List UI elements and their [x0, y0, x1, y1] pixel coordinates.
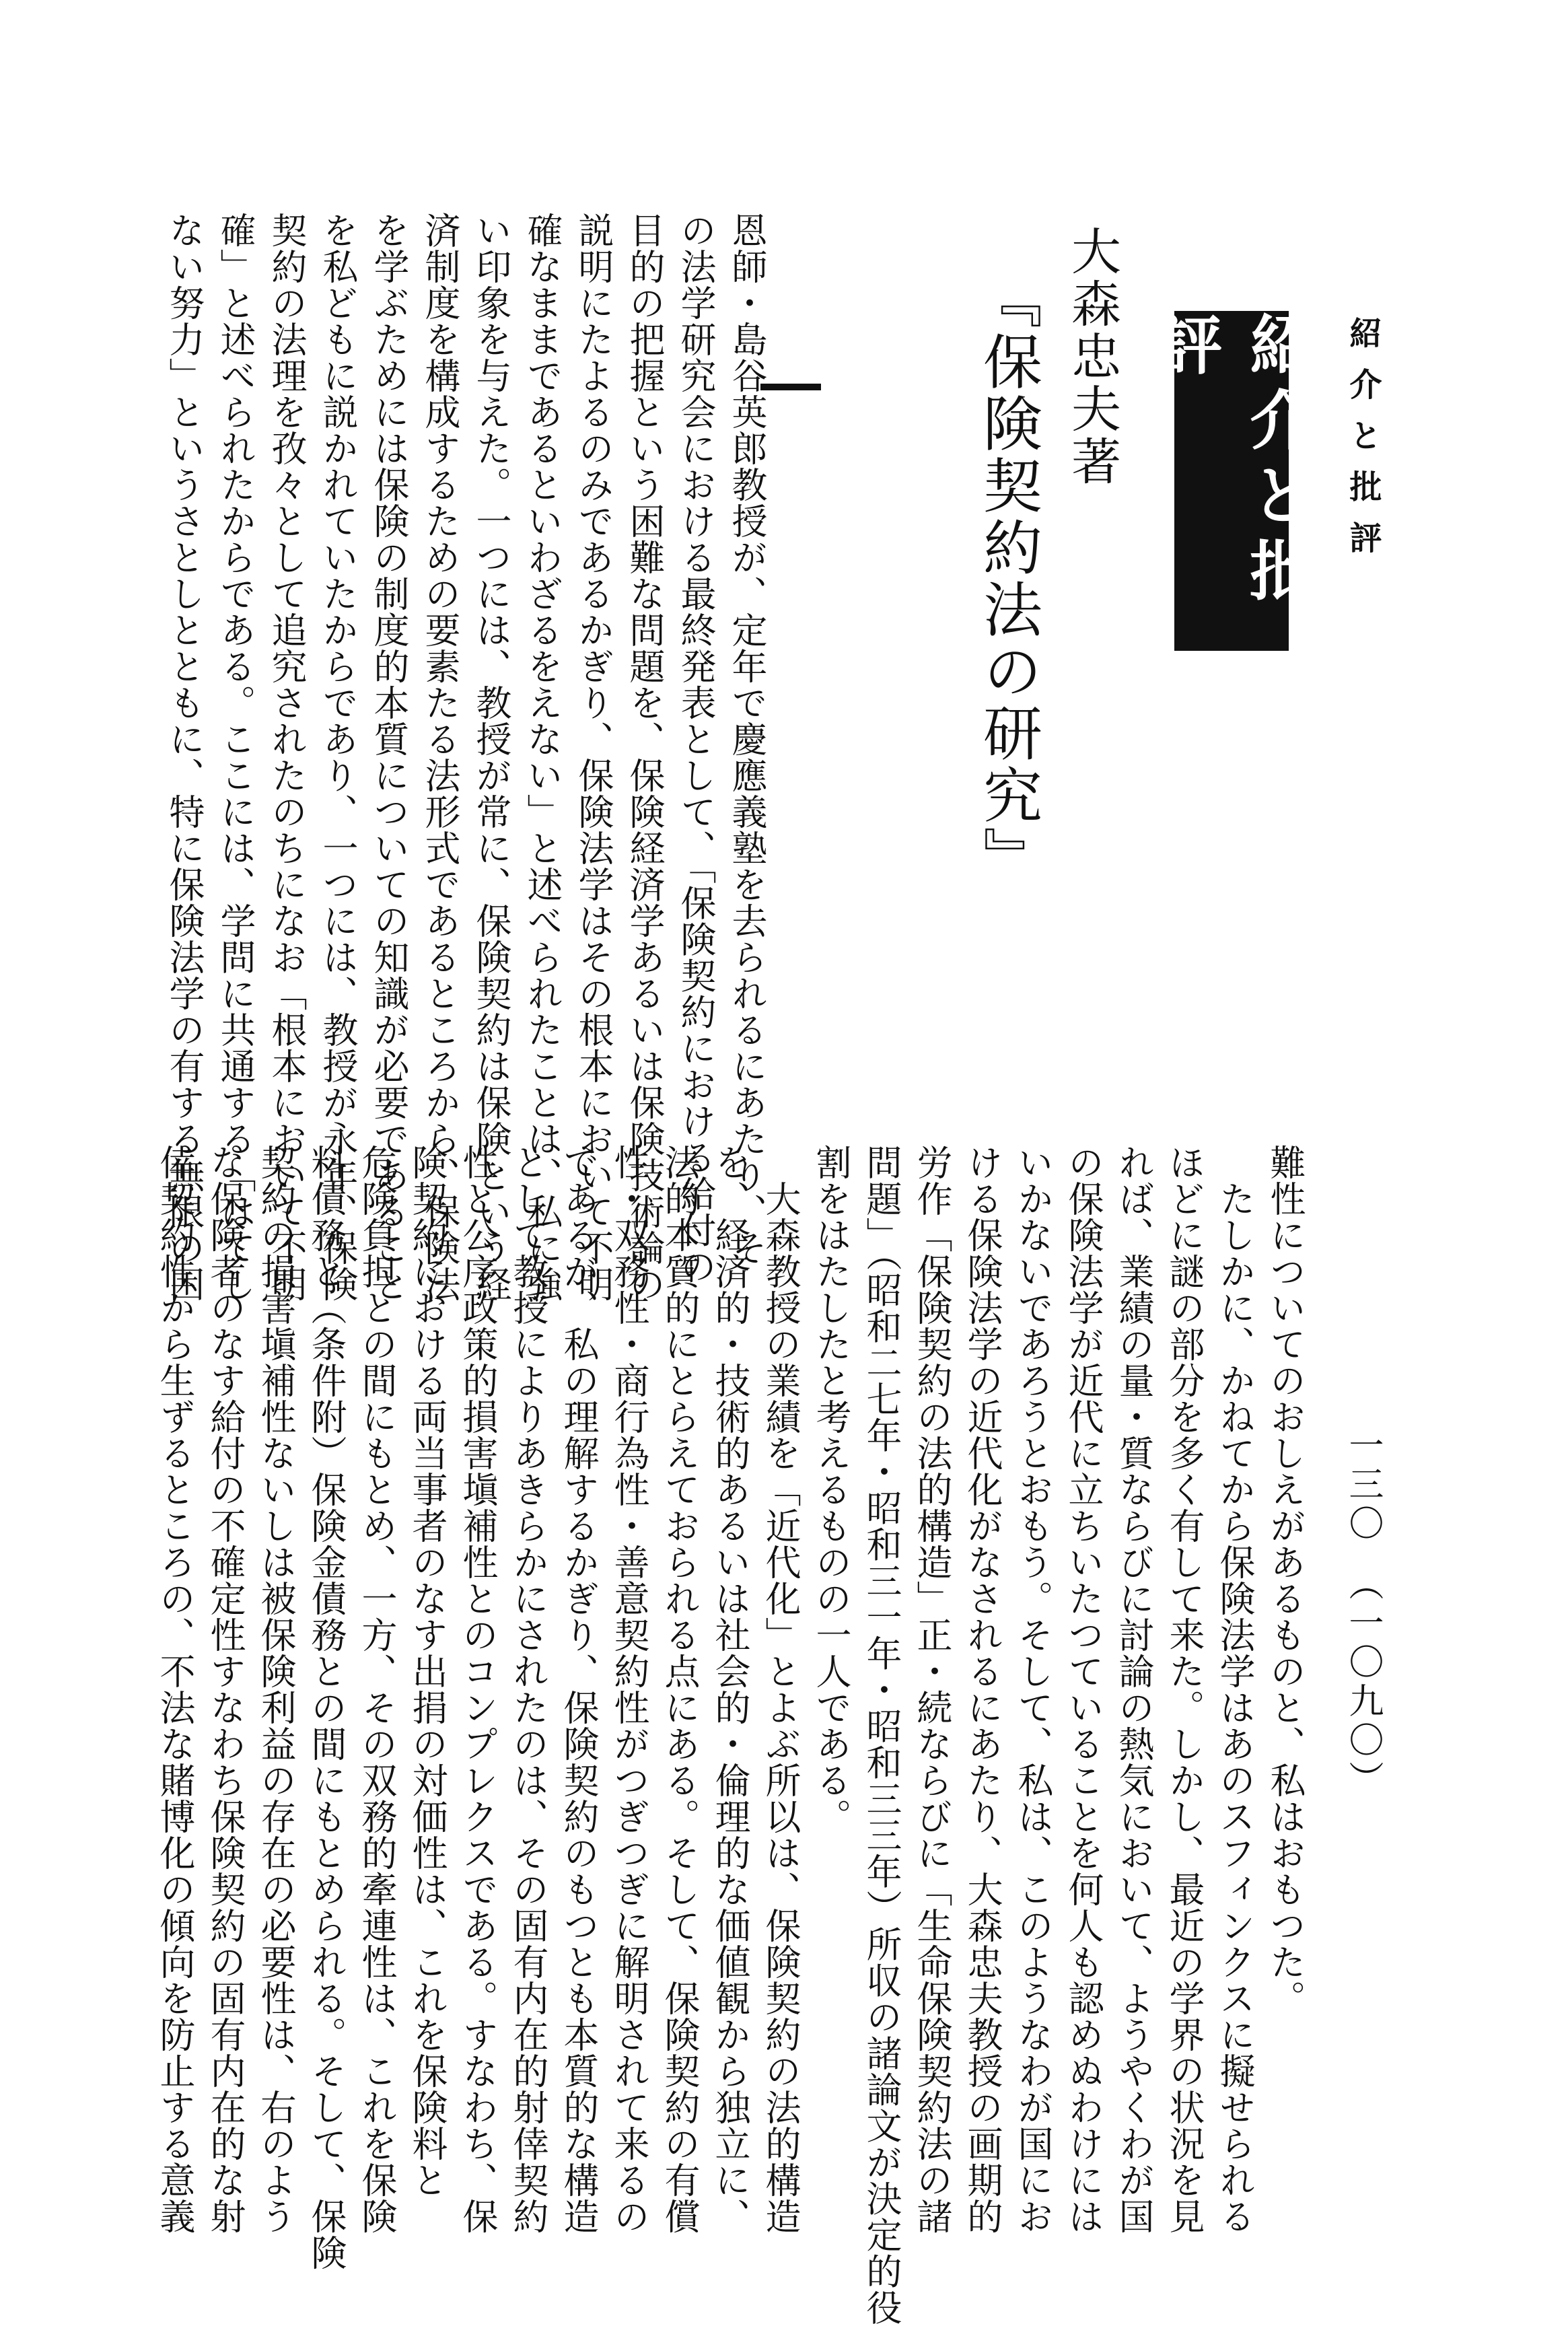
text-column: であるが、私の理解するかぎり、保険契約のもつとも本質的な構造	[558, 1144, 599, 2234]
text-column: ける保険法学の近代化がなされるにあたり、大森忠夫教授の画期的	[962, 1144, 1003, 2234]
book-author: 大森忠夫著	[1063, 225, 1121, 488]
text-column: 契約の損害塡補性ないしは被保険利益の存在の必要性は、右のよう	[255, 1144, 296, 2234]
text-column: い印象を与えた。一つには、教授が常に、保険契約は保険という経	[470, 212, 511, 1302]
text-column: 恩師・島谷英郎教授が、定年で慶應義塾を去られるにあたり、そ	[726, 212, 767, 1266]
text-column: 倖契約性から生ずるところの、不法な賭博化の傾向を防止する意義	[154, 1144, 195, 2234]
text-column: 危険負担との間にもとめ、一方、その双務的牽連性は、これを保険	[356, 1144, 397, 2234]
text-column: 確」と述べられたからである。ここには、学問に共通する「はてし	[215, 212, 256, 1302]
text-column: 性・双務性・商行為性・善意契約性がつぎつぎに解明されて来るの	[608, 1144, 649, 2234]
text-column: の法学研究会における最終発表として、「保険契約における給付の	[675, 212, 716, 1285]
text-column: ない努力」というさとしとともに、特に保険法学の有する無限の困	[164, 212, 205, 1302]
text-column: 労作「保険契約の法的構造」正・続ならびに「生命保険契約法の諸	[911, 1144, 952, 2234]
section-label: 紹介と批評	[1344, 316, 1382, 572]
upper-text-block	[151, 212, 771, 1302]
text-column: の保険法学が近代に立ちいたつていることを何人も認めぬわけには	[1063, 1144, 1104, 2234]
text-column: 難性についてのおしえがあるものと、私はおもつた。	[1264, 1144, 1306, 2016]
text-column: 性と公序政策的損害塡補性とのコンプレクスである。すなわち、保	[457, 1144, 498, 2234]
text-column: 割をはたしたと考えるものの一人である。	[810, 1144, 851, 1835]
text-column: 法的本質的にとらえておられる点にある。そして、保険契約の有償	[659, 1144, 700, 2234]
text-column: 確なままであるといわざるをえない」と述べられたことは、私に強	[522, 212, 563, 1302]
text-column: 契約の法理を孜々として追究されたのちになお「根本において不明	[266, 212, 307, 1302]
text-column: 険契約における両当事者のなす出捐の対価性は、これを保険料と	[406, 1144, 448, 2198]
text-column: を私どもに説かれていたからであり、一つには、教授が永年、保険	[317, 212, 358, 1302]
lower-text-block	[151, 1144, 1309, 2326]
text-column: な保険者のなす給付の不確定性すなわち保険契約の固有内在的な射	[205, 1144, 246, 2234]
text-column: 問題」（昭和二七年・昭和三一年・昭和三三年）所収の諸論文が決定的役	[861, 1144, 902, 2326]
text-column: ほどに謎の部分を多く有して来た。しかし、最近の学界の状況を見	[1164, 1144, 1205, 2234]
text-column: 目的の把握という困難な問題を、保険経済学あるいは保険技術論の	[624, 212, 665, 1302]
text-column: 済制度を構成するための要素たる法形式であるところから、保険法	[419, 212, 460, 1302]
text-column: いかないであろうとおもう。そして、私は、このようなわが国にお	[1012, 1144, 1053, 2234]
page-number: 一三〇 （一〇九〇）	[1343, 1427, 1383, 1800]
text-column: れば、業績の量・質ならびに討論の熱気において、ようやくわが国	[1113, 1144, 1154, 2234]
book-title: 『保険契約法の研究』	[974, 269, 1043, 888]
section-title-box: 紹介と批評	[1174, 311, 1289, 651]
text-column: 説明にたよるのみであるかぎり、保険法学はその根本において不明	[573, 212, 614, 1302]
text-column: たしかに、かねてから保険法学はあのスフィンクスに擬せられる	[1214, 1144, 1255, 2234]
text-column: を、経済的・技術的あるいは社会的・倫理的な価値観から独立に、	[709, 1144, 750, 2234]
text-column: 大森教授の業績を「近代化」とよぶ所以は、保険契約の法的構造	[760, 1144, 801, 2234]
text-column: を学ぶためには保険の制度的本質についての知識が必要であること	[368, 212, 409, 1302]
text-column: として教授によりあきらかにされたのは、その固有内在的射倖契約	[507, 1144, 548, 2234]
text-column: 料債務と（条件附）保険金債務との間にもとめられる。そして、保険	[306, 1144, 347, 2271]
